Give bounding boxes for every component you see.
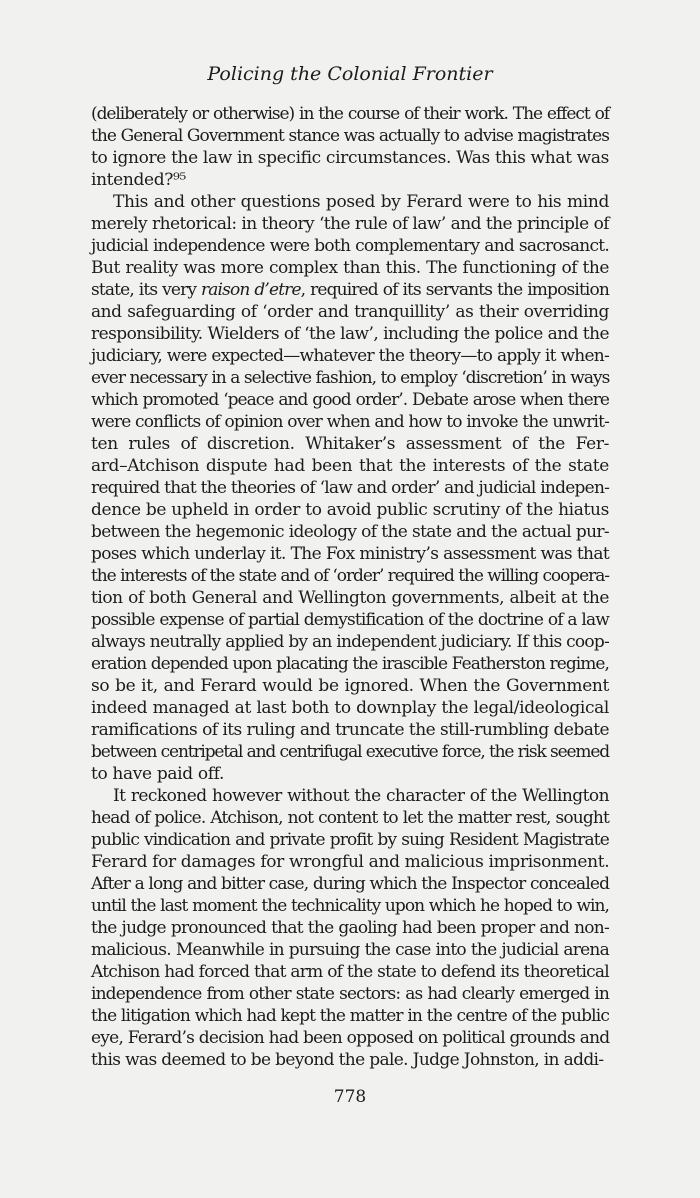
text-line: malicious. Meanwhile in pursuing the case into the judicial arena xyxy=(91,940,609,960)
text-line: to ignore the law in specific circumstances. Was this what was xyxy=(91,148,610,168)
text-line: the litigation which had kept the matter in the centre of the public xyxy=(91,1006,609,1026)
text-line: this was deemed to be beyond the pale. Judge Johnston, in addi- xyxy=(91,1050,604,1070)
text-line: until the last moment the technicality upon which he hoped to win, xyxy=(91,896,609,916)
text-line: and safeguarding of ‘order and tranquillity’ as their overriding xyxy=(91,302,609,322)
text-line: ever necessary in a selective fashion, to employ ‘discretion’ in ways xyxy=(91,368,610,388)
text-line: indeed managed at last both to downplay the legal/ideological xyxy=(91,698,609,718)
text-line: Ferard for damages for wrongful and malicious imprisonment. xyxy=(91,852,610,872)
paragraph xyxy=(91,191,609,785)
text-line: tion of both General and Wellington governments, albeit at the xyxy=(91,588,609,608)
text-line: merely rhetorical: in theory ‘the rule of law’ and the principle of xyxy=(91,214,609,234)
text-line: dence be upheld in order to avoid public scrutiny of the hiatus xyxy=(91,500,609,520)
text-line: possible expense of partial demystification of the doctrine of a law xyxy=(91,610,609,630)
text-line: ten rules of discretion. Whitaker’s assessment of the Fer- xyxy=(91,434,609,454)
text-line: poses which underlay it. The Fox ministry’s assessment was that xyxy=(91,544,609,564)
text-line: judiciary, were expected—whatever the theory—to apply it when- xyxy=(91,346,609,366)
text-line: the General Government stance was actually to advise magistrates xyxy=(91,126,609,146)
text-line: After a long and bitter case, during which the Inspector concealed xyxy=(91,874,610,894)
text-line: required that the theories of ‘law and order’ and judicial indepen- xyxy=(91,478,610,498)
text-line: intended?⁹⁵ xyxy=(91,170,186,190)
text-line: But reality was more complex than this. The functioning of the xyxy=(91,258,609,278)
body-text xyxy=(91,103,609,1071)
text-line: were conflicts of opinion over when and how to invoke the unwrit- xyxy=(91,412,609,432)
text-line: so be it, and Ferard would be ignored. When the Government xyxy=(91,676,609,696)
paragraph xyxy=(91,103,609,191)
text-line: eye, Ferard’s decision had been opposed on political grounds and xyxy=(91,1028,610,1048)
text-line: independence from other state sectors: as had clearly emerged in xyxy=(91,984,609,1004)
text-line: to have paid off. xyxy=(91,764,225,784)
page-number: 778 xyxy=(333,1087,367,1107)
text-line: between centripetal and centrifugal executive force, the risk seemed xyxy=(91,742,609,762)
text-line: head of police. Atchison, not content to let the matter rest, sought xyxy=(91,808,609,828)
text-line: This and other questions posed by Ferard were to his mind xyxy=(113,192,609,212)
text-line: the interests of the state and of ‘order’ required the willing coopera- xyxy=(91,566,609,586)
running-title: Policing the Colonial Frontier xyxy=(207,63,493,85)
text-line: the judge pronounced that the gaoling had been proper and non- xyxy=(91,918,609,938)
text-line: ard–Atchison dispute had been that the interests of the state xyxy=(91,456,609,476)
text-line: public vindication and private profit by suing Resident Magistrate xyxy=(91,830,609,850)
paragraph xyxy=(91,785,609,1071)
text-line: judicial independence were both complementary and sacrosanct. xyxy=(91,236,609,256)
text-line: responsibility. Wielders of ‘the law’, including the police and the xyxy=(91,324,609,344)
text-line: (deliberately or otherwise) in the course of their work. The effect of xyxy=(91,104,609,124)
text-line: state, its very raison d’etre, required of its servants the imposition xyxy=(91,280,609,300)
text-line: eration depended upon placating the irascible Featherston regime, xyxy=(91,654,609,674)
text-line: Atchison had forced that arm of the state to defend its theoretical xyxy=(91,962,609,982)
text-line: always neutrally applied by an independent judiciary. If this coop- xyxy=(91,632,609,652)
text-line: between the hegemonic ideology of the state and the actual pur- xyxy=(91,522,609,542)
text-line: ramifications of its ruling and truncate the still-rumbling debate xyxy=(91,720,610,740)
text-line: which promoted ‘peace and good order’. Debate arose when there xyxy=(91,390,609,410)
text-line: It reckoned however without the character of the Wellington xyxy=(113,786,609,806)
